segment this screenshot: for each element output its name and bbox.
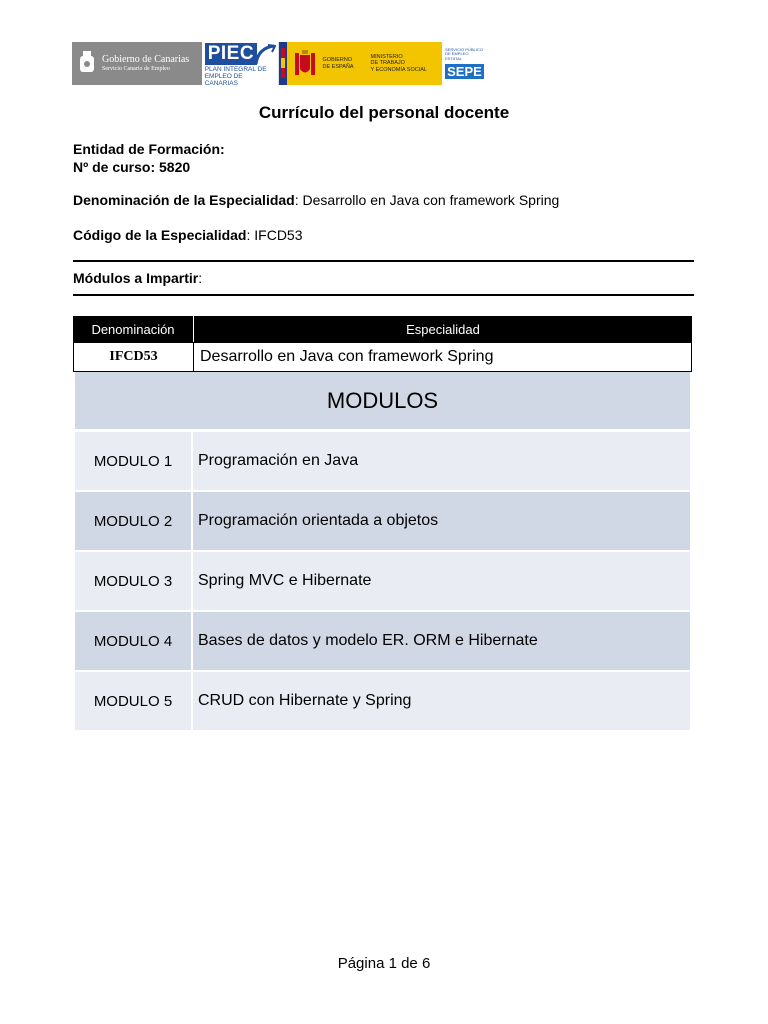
document-title: Currículo del personal docente bbox=[258, 103, 510, 122]
header-denominacion: Denominación bbox=[73, 316, 194, 342]
module-row bbox=[75, 612, 690, 670]
denominacion-line bbox=[73, 192, 559, 208]
sepe-logo bbox=[442, 42, 486, 85]
sepe-word: SEPE bbox=[447, 64, 482, 79]
ministerio-line2: DE TRABAJO bbox=[370, 60, 405, 67]
module-name: Bases de datos y modelo ER. ORM e Hibernate bbox=[198, 632, 538, 649]
gobierno-espana-logo bbox=[279, 42, 443, 85]
module-id: MODULO 4 bbox=[75, 612, 193, 670]
logo-banner bbox=[72, 42, 486, 85]
denominacion-label: Denominación de la Especialidad bbox=[73, 192, 295, 208]
specialty-name: Desarrollo en Java con framework Spring bbox=[200, 348, 494, 365]
module-row bbox=[75, 552, 690, 610]
gobierno-canarias-logo bbox=[72, 42, 202, 85]
eu-flag-strip-icon bbox=[279, 42, 287, 85]
denominacion-value: : Desarrollo en Java con framework Spring bbox=[294, 192, 560, 208]
modulos-line bbox=[73, 270, 202, 286]
module-name: CRUD con Hibernate y Spring bbox=[198, 692, 412, 709]
module-name: Programación orientada a objetos bbox=[198, 512, 439, 529]
piec-sub-line2: EMPLEO DE CANARIAS bbox=[204, 72, 243, 87]
module-id: MODULO 3 bbox=[75, 552, 193, 610]
modulos-banner: MODULOS bbox=[75, 372, 690, 429]
divider-top bbox=[73, 260, 694, 262]
specialty-code: IFCD53 bbox=[74, 343, 194, 371]
header-especialidad: Especialidad bbox=[406, 321, 480, 337]
entidad-label: Entidad de Formación: bbox=[73, 141, 225, 157]
sepe-small-line2: DE EMPLEO ESTATAL bbox=[445, 51, 469, 61]
module-name: Spring MVC e Hibernate bbox=[198, 572, 372, 589]
gobierno-line2: DE ESPAÑA bbox=[322, 63, 354, 70]
piec-arrow-icon bbox=[254, 44, 276, 66]
canarias-subtitle: Servicio Canario de Empleo bbox=[102, 65, 170, 72]
module-name: Programación en Java bbox=[198, 452, 359, 469]
module-id: MODULO 2 bbox=[75, 492, 193, 550]
piec-word: PIEC bbox=[205, 43, 257, 65]
codigo-label: Código de la Especialidad bbox=[73, 227, 247, 243]
spain-coat-of-arms-icon bbox=[293, 49, 317, 79]
codigo-value: : IFCD53 bbox=[246, 227, 303, 243]
sepe-small-line1: SERVICIO PÚBLICO bbox=[445, 47, 483, 52]
canarias-name: Gobierno de Canarias bbox=[102, 54, 190, 66]
module-id: MODULO 1 bbox=[75, 432, 193, 490]
module-row bbox=[75, 432, 690, 490]
modulos-label: Módulos a Impartir bbox=[73, 270, 199, 286]
canarias-crest-icon bbox=[78, 50, 96, 78]
gobierno-line1: GOBIERNO bbox=[322, 57, 353, 64]
codigo-line bbox=[73, 227, 303, 243]
ministerio-line1: MINISTERIO bbox=[370, 54, 403, 61]
module-row bbox=[75, 492, 690, 550]
page-number: Página 1 de 6 bbox=[337, 955, 431, 972]
curso-label: Nº de curso: 5820 bbox=[73, 159, 191, 175]
specialty-row bbox=[73, 342, 692, 372]
module-id: MODULO 5 bbox=[75, 672, 193, 730]
piec-logo bbox=[202, 42, 279, 85]
ministerio-line3: Y ECONOMÍA SOCIAL bbox=[370, 66, 427, 73]
divider-bottom bbox=[73, 294, 694, 296]
modulos-colon: : bbox=[198, 270, 203, 286]
module-row bbox=[75, 672, 690, 730]
table-header bbox=[73, 316, 692, 342]
piec-sub-line1: PLAN INTEGRAL DE bbox=[204, 66, 267, 73]
